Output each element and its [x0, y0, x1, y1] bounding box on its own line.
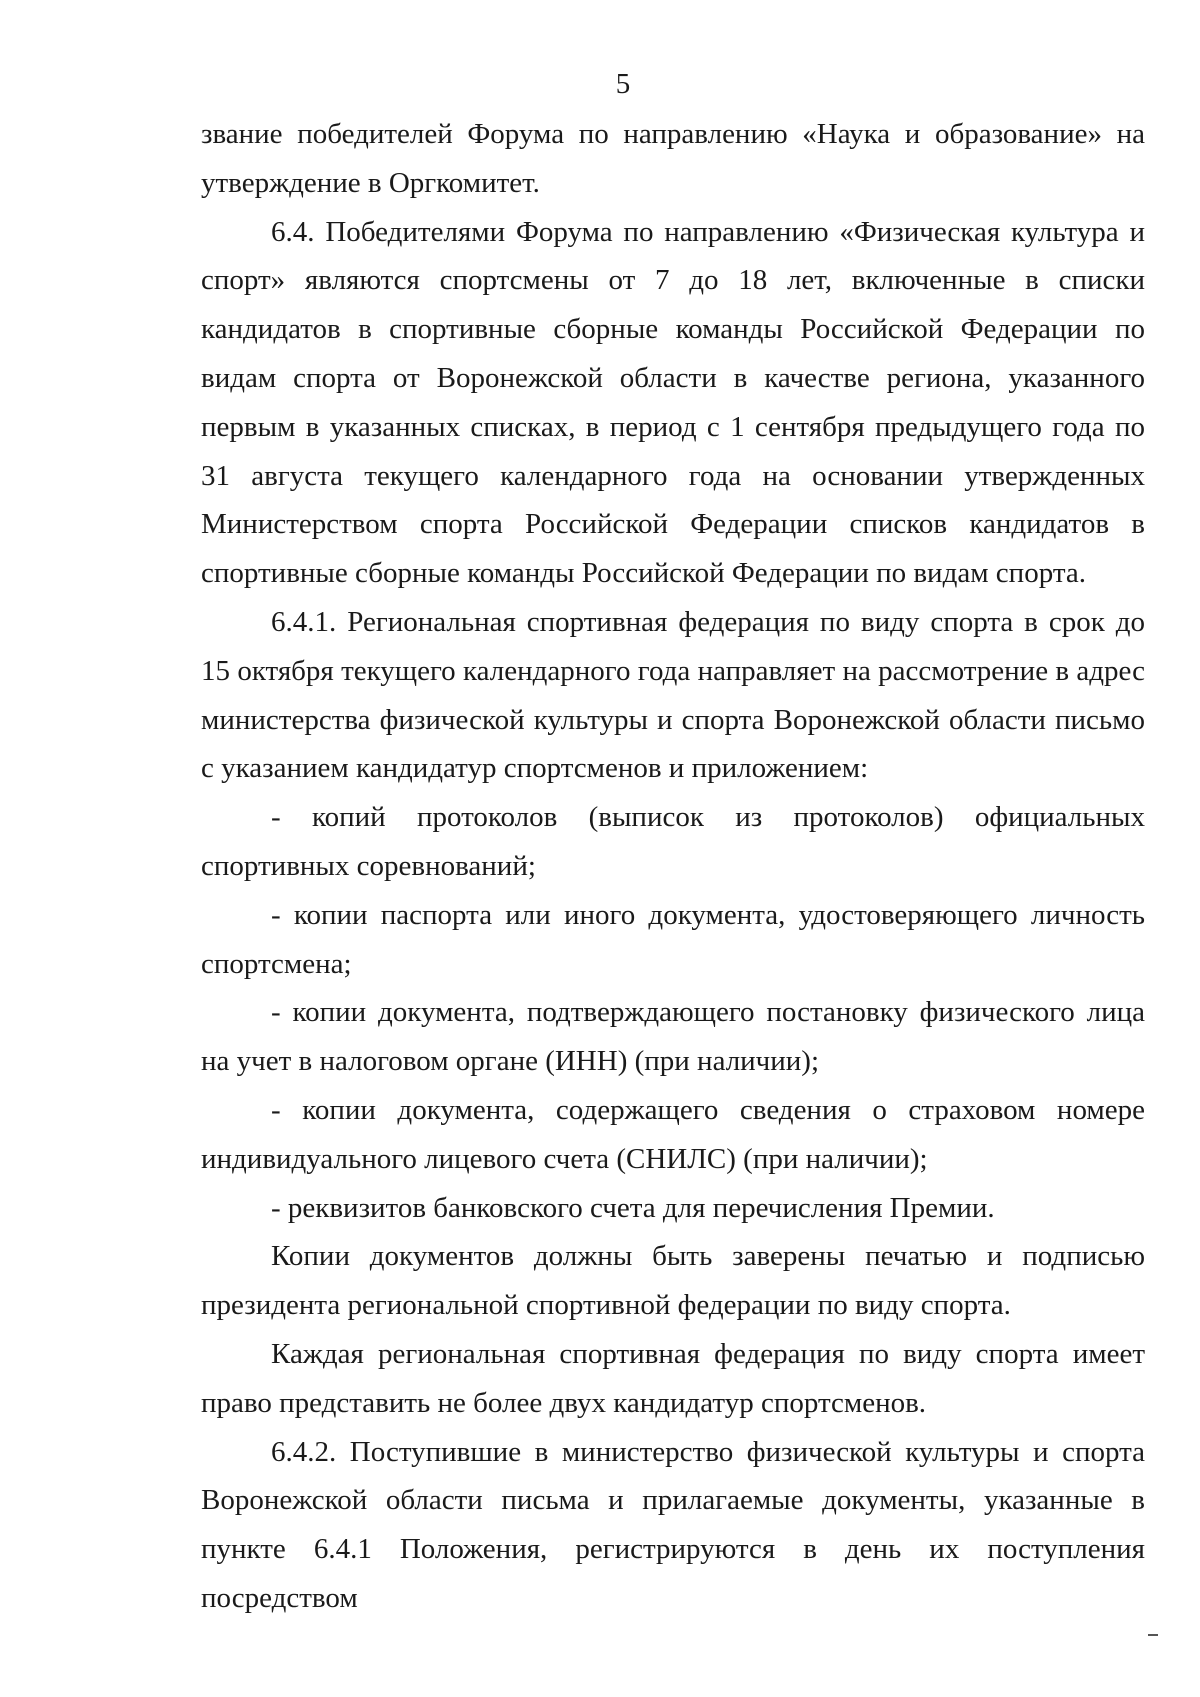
- list-item-snils: - копии документа, содержащего сведения о страховом номере индивидуального лицевого счета (СНИЛС) (при наличии);: [201, 1093, 1145, 1175]
- paragraph-6-4-1: 6.4.1. Региональная спортивная федерация по виду спорта в срок до 15 октября текущего календарного года направляет на рассмотрение в адрес министерства физической культуры и спорта Воронежской области письмо с указанием кандидатур спортсменов и приложением:: [201, 605, 1145, 785]
- list-item-passport: - копии паспорта или иного документа, удостоверяющего личность спортсмена;: [201, 898, 1145, 980]
- paragraph-copies-certified: Копии документов должны быть заверены печатью и подписью президента региональной спортивной федерации по виду спорта.: [201, 1240, 1145, 1322]
- scan-artifact-mark: [1148, 1634, 1158, 1636]
- paragraph-two-candidates: Каждая региональная спортивная федерация по виду спорта имеет право представить не более двух кандидатур спортсменов.: [201, 1337, 1145, 1419]
- list-item-inn: - копии документа, подтверждающего постановку физического лица на учет в налоговом органе (ИНН) (при наличии);: [201, 996, 1145, 1078]
- list-item-bank-details: - реквизитов банковского счета для перечисления Премии.: [271, 1191, 995, 1224]
- list-item-protocols: - копий протоколов (выписок из протоколов) официальных спортивных соревнований;: [201, 801, 1145, 882]
- page-number: 5: [615, 68, 631, 100]
- document-body: [201, 110, 1145, 1623]
- paragraph-continuation: звание победителей Форума по направлению «Наука и образование» на утверждение в Оргкомитет.: [201, 118, 1145, 199]
- paragraph-6-4: 6.4. Победителями Форума по направлению «Физическая культура и спорт» являются спортсмены от 7 до 18 лет, включенные в списки кандидатов в спортивные сборные команды Российской Федерации по видам спорта от Воронежской области в качестве региона, указанного первым в указанных списках, в период с 1 сентября предыдущего года по 31 августа текущего календарного года на основании утвержденных Министерством спорта Российской Федерации списков кандидатов в спортивные сборные команды Российской Федерации по видам спорта.: [201, 215, 1145, 590]
- paragraph-6-4-2: 6.4.2. Поступившие в министерство физической культуры и спорта Воронежской области письма и прилагаемые документы, указанные в пункте 6.4.1 Положения, регистрируются в день их поступления посредством: [201, 1435, 1145, 1614]
